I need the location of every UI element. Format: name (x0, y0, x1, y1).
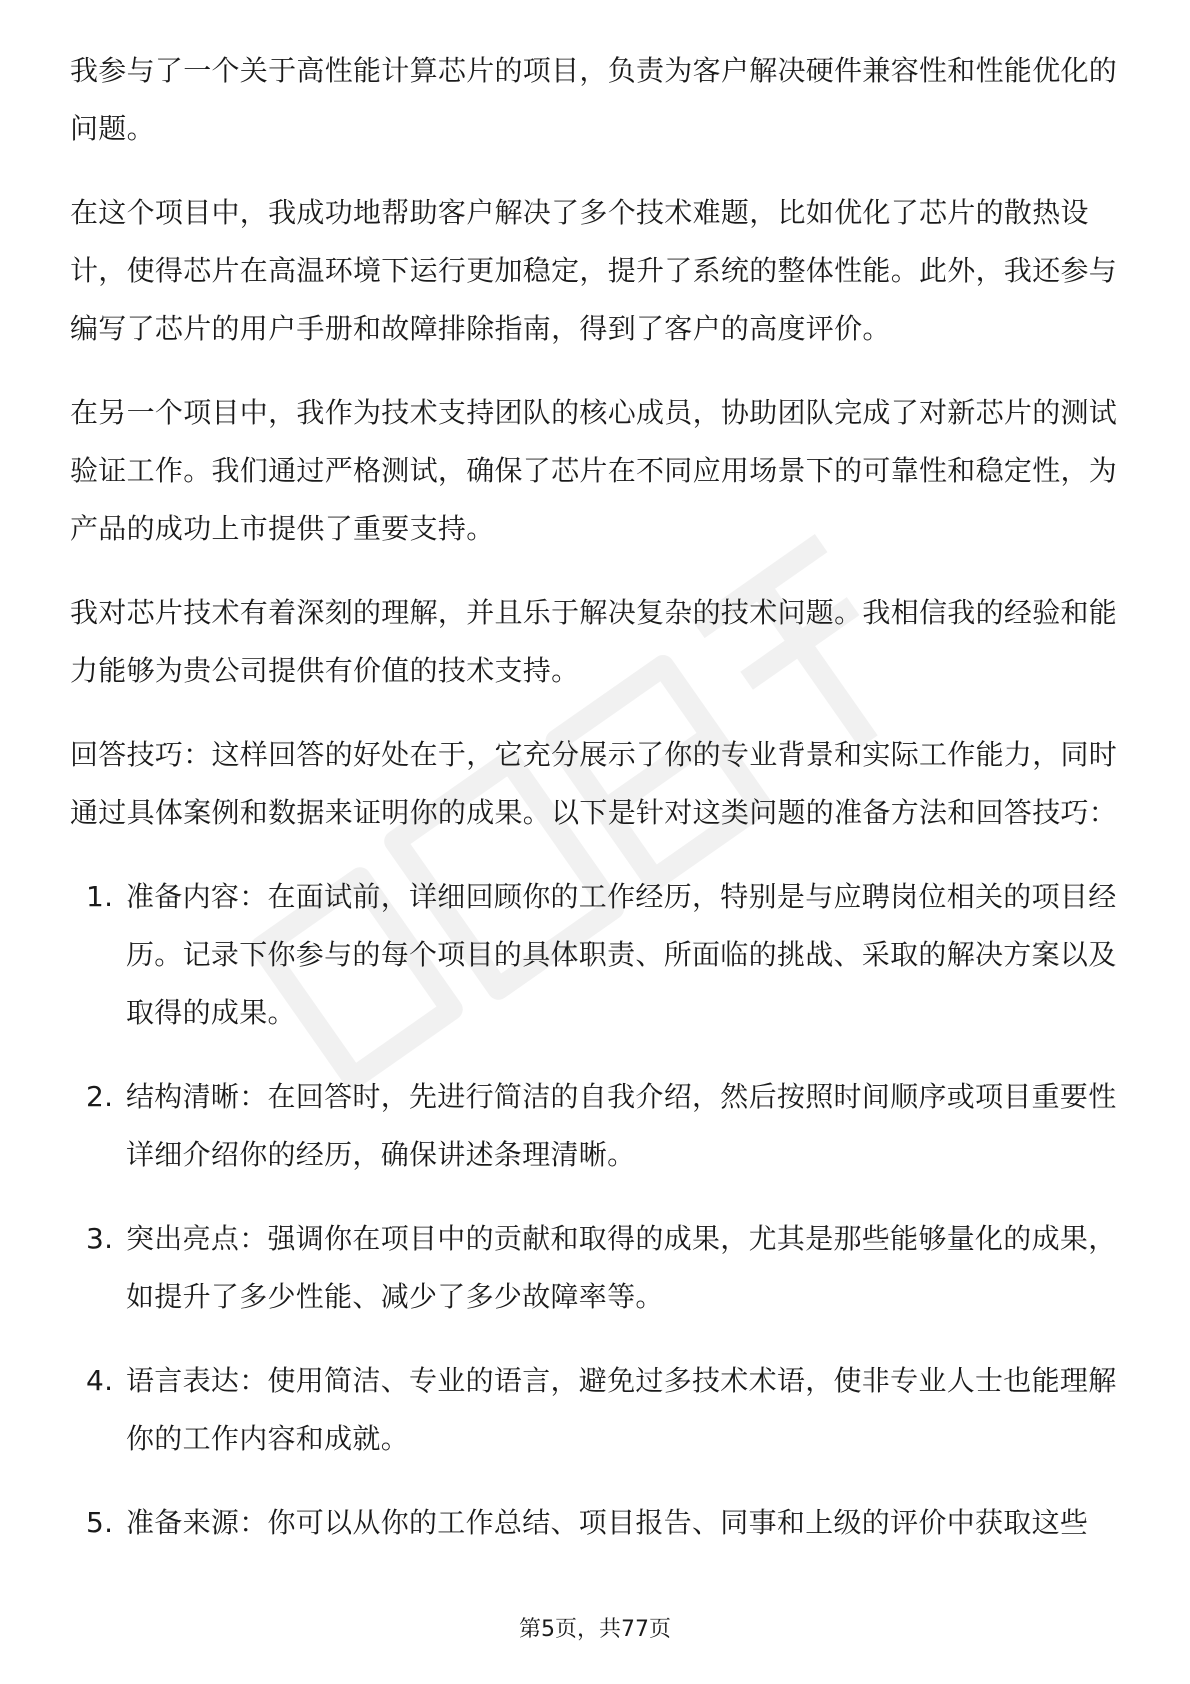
page-footer: 第5页，共77页 (519, 1617, 671, 1642)
list-item (70, 1068, 1130, 1184)
list-item (70, 1494, 1130, 1552)
list-number: 4. (86, 1364, 114, 1397)
list-text: 准备来源：你可以从你的工作总结、项目报告、同事和上级的评价中获取这些 (126, 1506, 1089, 1539)
tips-list (70, 868, 1130, 1552)
paragraph-tips: 回答技巧：这样回答的好处在于，它充分展示了你的专业背景和实际工作能力，同时通过具体案例和数据来证明你的成果。以下是针对这类问题的准备方法和回答技巧： (70, 738, 1118, 829)
main-content (70, 42, 1130, 1578)
list-text: 语言表达：使用简洁、专业的语言，避免过多技术术语，使非专业人士也能理解你的工作内容和成就。 (126, 1364, 1117, 1455)
list-item (70, 1210, 1130, 1326)
list-number: 5. (86, 1506, 114, 1539)
paragraph-2: 在这个项目中，我成功地帮助客户解决了多个技术难题，比如优化了芯片的散热设计，使得芯片在高温环境下运行更加稳定，提升了系统的整体性能。此外，我还参与编写了芯片的用户手册和故障排除指南，得到了客户的高度评价。 (70, 196, 1118, 345)
list-text: 突出亮点：强调你在项目中的贡献和取得的成果，尤其是那些能够量化的成果，如提升了多少性能、减少了多少故障率等。 (126, 1222, 1117, 1313)
paragraph-1: 我参与了一个关于高性能计算芯片的项目，负责为客户解决硬件兼容性和性能优化的问题。 (70, 54, 1118, 145)
list-text: 准备内容：在面试前，详细回顾你的工作经历，特别是与应聘岗位相关的项目经历。记录下你参与的每个项目的具体职责、所面临的挑战、采取的解决方案以及取得的成果。 (126, 880, 1117, 1029)
list-number: 3. (86, 1222, 114, 1255)
list-item (70, 1352, 1130, 1468)
list-item (70, 868, 1130, 1042)
list-text: 结构清晰：在回答时，先进行简洁的自我介绍，然后按照时间顺序或项目重要性详细介绍你的经历，确保讲述条理清晰。 (126, 1080, 1117, 1171)
list-number: 1. (86, 880, 114, 913)
paragraph-4: 我对芯片技术有着深刻的理解，并且乐于解决复杂的技术问题。我相信我的经验和能力能够为贵公司提供有价值的技术支持。 (70, 596, 1118, 687)
list-number: 2. (86, 1080, 114, 1113)
paragraph-3: 在另一个项目中，我作为技术支持团队的核心成员，协助团队完成了对新芯片的测试验证工作。我们通过严格测试，确保了芯片在不同应用场景下的可靠性和稳定性，为产品的成功上市提供了重要支持。 (70, 396, 1118, 545)
